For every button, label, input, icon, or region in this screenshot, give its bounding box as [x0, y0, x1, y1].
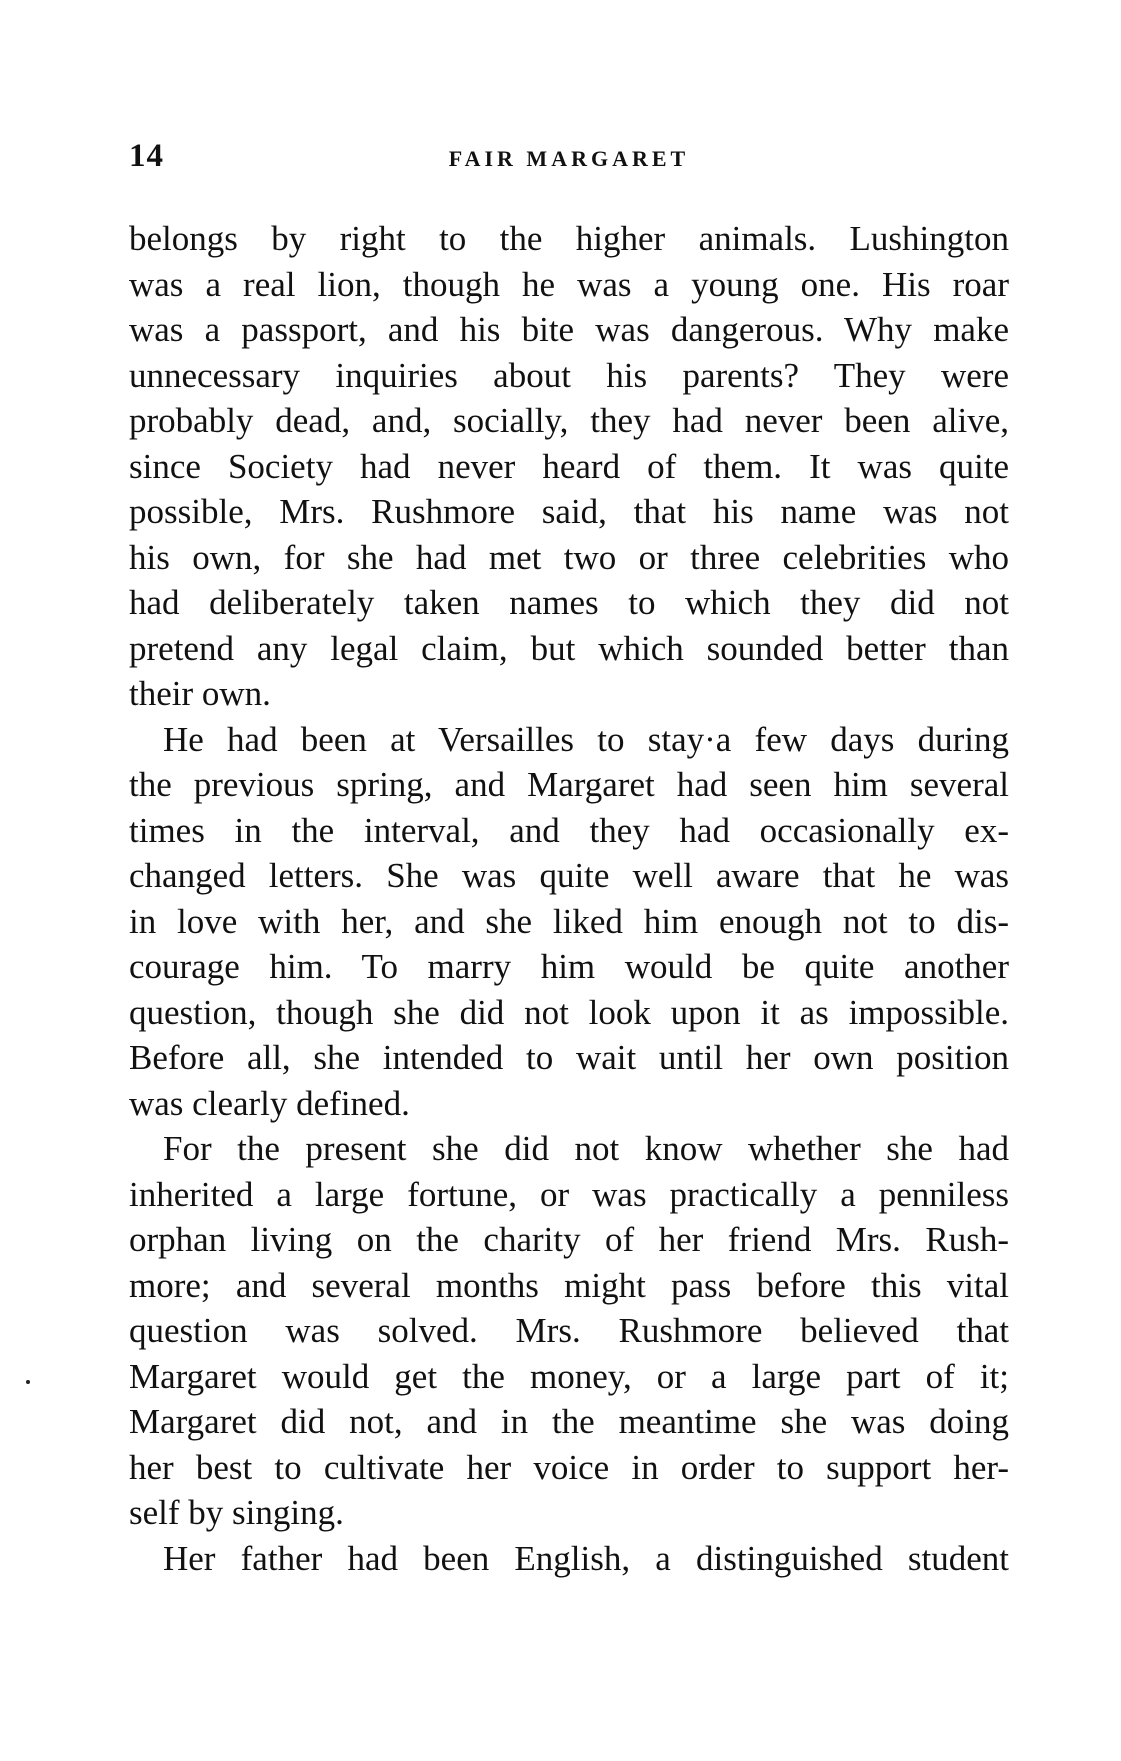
text-line: orphan living on the charity of her friend Mrs. Rush- [129, 1220, 1009, 1259]
text-line: pretend any legal claim, but which sounded better than [129, 628, 1009, 668]
text-line: his own, for she had met two or three celebrities who [129, 537, 1009, 577]
text-line: their own. [129, 674, 271, 713]
page-number: 14 [129, 138, 164, 174]
text-line: inherited a large fortune, or was practically a penniless [129, 1174, 1009, 1214]
text-line: her best to cultivate her voice in order to support her- [129, 1447, 1009, 1487]
running-title: FAIR MARGARET [448, 146, 690, 171]
text-line: times in the interval, and they had occasionally ex- [129, 810, 1009, 850]
text-line: had deliberately taken names to which they did not [129, 583, 1009, 622]
text-line: self by singing. [129, 1493, 344, 1532]
text-line: Before all, she intended to wait until her own position [129, 1038, 1009, 1077]
page-header [129, 138, 1009, 178]
text-line: the previous spring, and Margaret had seen him several [129, 765, 1009, 804]
text-line: He had been at Versailles to stay·a few days during [163, 719, 1009, 759]
text-line: in love with her, and she liked him enough not to dis- [129, 901, 1009, 941]
text-line: For the present she did not know whether she had [163, 1129, 1009, 1168]
text-line: was a real lion, though he was a young one. His roar [129, 264, 1009, 304]
print-speck [26, 1380, 30, 1384]
text-line: belongs by right to the higher animals. Lushington [129, 219, 1009, 258]
text-line: probably dead, and, socially, they had never been alive, [129, 401, 1009, 440]
text-line: was clearly defined. [129, 1083, 410, 1123]
text-line: Margaret would get the money, or a large part of it; [129, 1356, 1009, 1396]
text-line: Margaret did not, and in the meantime she was doing [129, 1402, 1009, 1441]
text-line: was a passport, and his bite was dangerous. Why make [129, 310, 1009, 349]
body-text [129, 216, 1009, 1581]
text-line: changed letters. She was quite well aware that he was [129, 856, 1009, 895]
text-line: possible, Mrs. Rushmore said, that his name was not [129, 492, 1009, 531]
text-line: unnecessary inquiries about his parents? They were [129, 355, 1009, 395]
text-line: courage him. To marry him would be quite another [129, 947, 1009, 986]
text-line: Her father had been English, a distinguished student [163, 1538, 1009, 1578]
text-line: question was solved. Mrs. Rushmore believed that [129, 1311, 1009, 1350]
text-line: since Society had never heard of them. It was quite [129, 446, 1009, 486]
text-line: question, though she did not look upon it as impossible. [129, 992, 1009, 1032]
text-line: more; and several months might pass before this vital [129, 1265, 1009, 1305]
